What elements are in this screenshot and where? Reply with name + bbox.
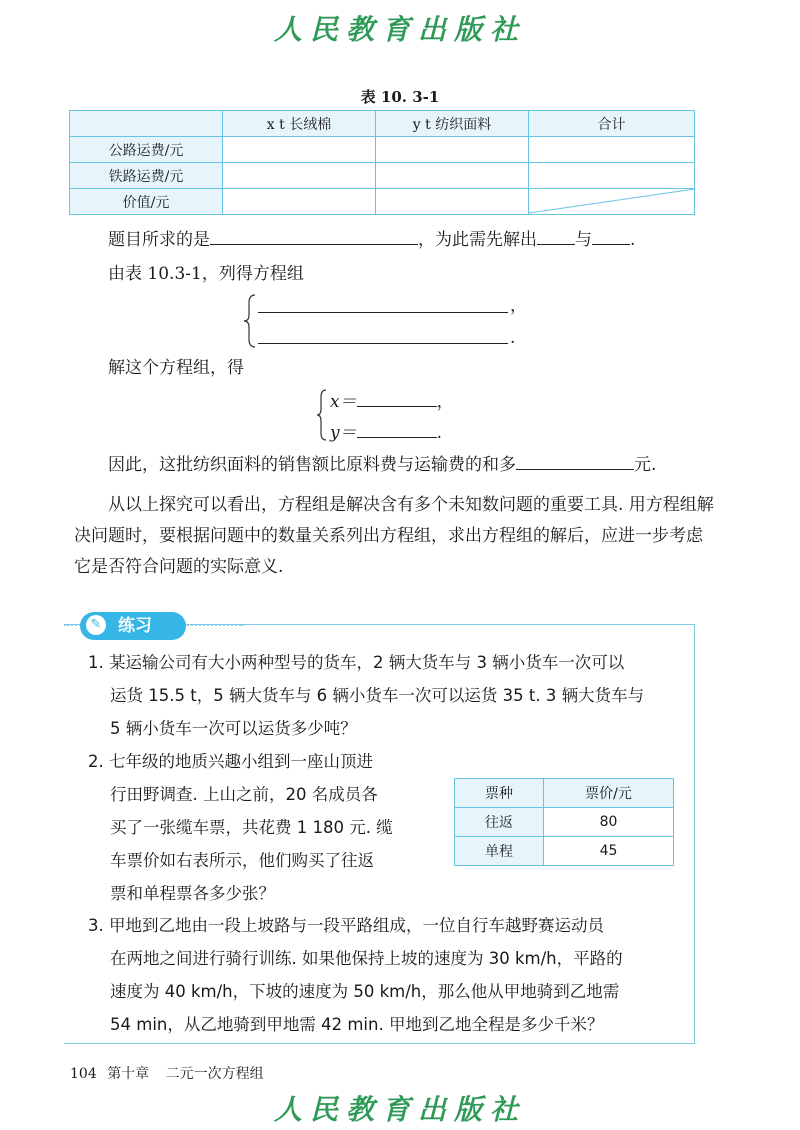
exercise-line: 1. 某运输公司有大小两种型号的货车，2 辆大货车与 3 辆小货车一次可以 xyxy=(88,653,625,672)
table-header-fabric: y t 纺织面料 xyxy=(376,111,529,137)
table-row-header: 单程 xyxy=(455,837,544,866)
table-cell xyxy=(529,137,695,163)
chapter-number: 第十章 xyxy=(107,1066,150,1082)
answer-blank xyxy=(537,228,575,245)
diagonal-line xyxy=(529,189,695,214)
exercise-line: 速度为 40 km/h，下坡的速度为 50 km/h，那么他从甲地骑到乙地需 xyxy=(110,982,620,1001)
exercise-line: 3. 甲地到乙地由一段上坡路与一段平路组成，一位自行车越野赛运动员 xyxy=(88,916,604,935)
system-intro: 由表 10.3-1，列得方程组 xyxy=(108,264,304,284)
table-cell xyxy=(223,163,376,189)
table-header-total: 合计 xyxy=(529,111,695,137)
table-cell xyxy=(376,189,529,215)
page-number: 104 xyxy=(70,1066,97,1082)
answer-blank xyxy=(516,453,634,470)
publisher-logo-top: 人民教育出版社 xyxy=(273,13,526,46)
answer-blank xyxy=(357,390,437,407)
text: 题目所求的是 xyxy=(108,230,210,250)
table-title: 表 10. 3-1 xyxy=(360,88,440,106)
table-row-header: 价值/元 xyxy=(70,189,223,215)
table-row-header: 公路运费/元 xyxy=(70,137,223,163)
x-solution xyxy=(330,390,454,414)
exercise-line: 车票价如右表所示，他们购买了往返 xyxy=(110,851,374,870)
table-cell xyxy=(223,189,376,215)
brace-icon xyxy=(316,388,328,442)
table-cell xyxy=(223,137,376,163)
exercise-line: 买了一张缆车票，共花费 1 180 元. 缆 xyxy=(110,818,393,837)
cost-table xyxy=(69,110,695,215)
table-cell xyxy=(376,137,529,163)
exercise-line: 2. 七年级的地质兴趣小组到一座山顶进 xyxy=(88,752,373,771)
summary-paragraph: 从以上探究可以看出，方程组是解决含有多个未知数问题的重要工具. 用方程组解决问题时，要根据问题中的数量关系列出方程组，求出方程组的解后，应进一步考虑它是否符合问题的实际意义. xyxy=(74,495,714,577)
exercise-line: 票和单程票各多少张？ xyxy=(110,884,275,903)
answer-blank xyxy=(357,421,437,438)
brace-icon xyxy=(243,293,257,349)
text: . xyxy=(630,230,636,250)
publisher-logo-bottom: 人民教育出版社 xyxy=(273,1093,526,1126)
page-footer xyxy=(70,1063,264,1083)
punct: ， xyxy=(510,296,527,316)
text: 因此，这批纺织面料的销售额比原料费与运输费的和多 xyxy=(108,455,516,475)
text: . xyxy=(436,423,443,443)
text: x＝ xyxy=(330,392,357,412)
answer-blank xyxy=(210,228,418,245)
exercise-line: 在两地之间进行骑行训练. 如果他保持上坡的速度为 30 km/h，平路的 xyxy=(110,949,623,968)
ticket-price-table xyxy=(454,778,674,866)
exercise-line: 行田野调查. 上山之前，20 名成员各 xyxy=(110,785,378,804)
table-row-header: 铁路运费/元 xyxy=(70,163,223,189)
equation-blank-1 xyxy=(258,312,508,313)
table-cell xyxy=(376,163,529,189)
practice-label xyxy=(80,612,186,640)
exercise-line: 运货 15.5 t，5 辆大货车与 6 辆小货车一次可以运货 35 t. 3 辆大货车与 xyxy=(110,686,645,705)
exercise-3 xyxy=(88,909,623,1041)
exercise-line: 54 min，从乙地骑到甲地需 42 min. 甲地到乙地全程是多少千米？ xyxy=(110,1015,604,1034)
table-header-price: 票价/元 xyxy=(544,779,674,808)
text: 与 xyxy=(575,230,592,250)
text: ，为此需先解出 xyxy=(418,230,537,250)
table-cell xyxy=(529,163,695,189)
table-row-header: 往返 xyxy=(455,808,544,837)
y-solution xyxy=(330,421,442,445)
exercise-line: 5 辆小货车一次可以运货多少吨？ xyxy=(110,719,357,738)
punct: . xyxy=(510,328,516,348)
solve-intro: 解这个方程组，得 xyxy=(108,358,244,378)
text: ， xyxy=(436,392,454,412)
text: y＝ xyxy=(330,423,357,443)
table-cell: 80 xyxy=(544,808,674,837)
exercise-2 xyxy=(88,745,393,910)
table-header-blank xyxy=(70,111,223,137)
practice-title: 练习 xyxy=(118,616,152,636)
conclusion-line xyxy=(108,453,656,477)
table-header-cotton: x t 长绒棉 xyxy=(223,111,376,137)
table-cell: 45 xyxy=(544,837,674,866)
text: 元. xyxy=(634,455,657,475)
diagonal-cell xyxy=(529,189,695,215)
exercise-1 xyxy=(88,646,644,745)
table-header-type: 票种 xyxy=(455,779,544,808)
pencil-icon: ✎ xyxy=(86,615,106,635)
chapter-title: 二元一次方程组 xyxy=(165,1066,264,1082)
answer-blank xyxy=(592,228,630,245)
equation-blank-2 xyxy=(258,343,508,344)
question-line xyxy=(108,228,635,252)
